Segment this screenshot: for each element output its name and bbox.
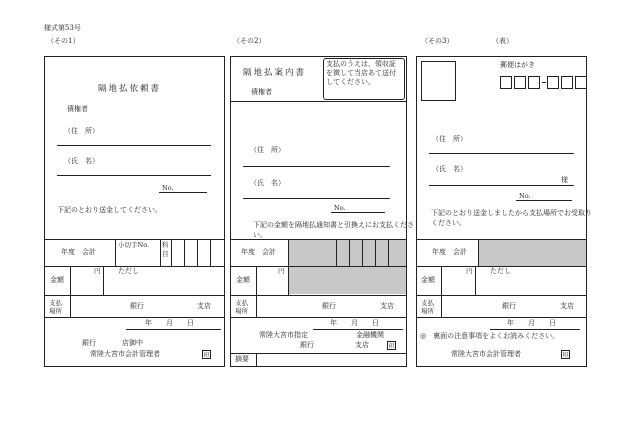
panel1-check-no: 小切手No. xyxy=(118,241,150,249)
panel2-address-label: （住 所） xyxy=(250,146,285,154)
postal-code-box-3 xyxy=(528,76,540,89)
panel2-branch: 支店 xyxy=(380,302,394,310)
panel2-bank2: 銀行 xyxy=(300,341,314,349)
postal-code-box-2 xyxy=(514,76,526,89)
panel2-no-line xyxy=(331,212,385,213)
postal-code-box-4 xyxy=(547,76,559,89)
panel2-date: 年 月 日 xyxy=(330,319,379,327)
panel3-postcard: 郵便はがき xyxy=(500,61,535,69)
panel3-yen: 円 xyxy=(466,267,473,275)
postal-code-box-1 xyxy=(500,76,512,89)
panel3-address-label: （住 所） xyxy=(432,135,467,143)
panel3-no-line xyxy=(516,200,572,201)
panel1-no-line xyxy=(159,192,207,193)
panel1-branch: 支店 xyxy=(197,302,211,310)
panel2-fiscal-year: 年度 会計 xyxy=(241,248,276,256)
panel1-request-text: 下記のとおり送金してください。 xyxy=(57,206,162,214)
panel1-date-line xyxy=(126,329,221,330)
part3-label: （その3） xyxy=(421,37,454,45)
panel3-address-line xyxy=(429,153,574,154)
panel3-pay-place-label: 支払 場所 xyxy=(421,299,434,315)
panel2-name-label: （氏 名） xyxy=(250,179,285,187)
panel3-name-line xyxy=(429,185,574,186)
panel3-bank: 銀行 xyxy=(502,302,516,310)
front-label: （表） xyxy=(492,37,513,45)
panel3-tadashi: ただし xyxy=(490,267,511,275)
panel2-name-line xyxy=(243,198,390,199)
panel1-name-label: （氏 名） xyxy=(64,157,99,165)
panel1-pay-place-label: 支払 場所 xyxy=(49,299,62,315)
postal-code-box-5 xyxy=(561,76,573,89)
stamp-box xyxy=(421,61,456,101)
panel2-seal: 印 xyxy=(388,343,395,350)
part1-label: （その1） xyxy=(47,37,80,45)
panel1-address-line xyxy=(57,145,211,146)
panel2-title: 隔地払案内書 xyxy=(243,68,307,78)
panel1-bank: 銀行 xyxy=(130,302,144,310)
postal-code-dash xyxy=(542,82,546,83)
panel2-note-box: 支払のうえは，領収証を徴して当店あて送付してください。 xyxy=(323,58,405,100)
panel1-seal: 印 xyxy=(203,352,210,359)
panel1-date: 年 月 日 xyxy=(145,319,194,327)
panel1-no: No. xyxy=(162,184,174,192)
panel3-notice: ◎ 裏面の注意事項をよくお読みください。 xyxy=(420,332,560,340)
panel3-no: No. xyxy=(519,192,531,200)
panel1-title: 隔地払依頼書 xyxy=(98,84,162,94)
part2-label: （その2） xyxy=(233,37,266,45)
panel3-branch: 支店 xyxy=(560,302,574,310)
panel2-branch2: 支店 xyxy=(355,341,369,349)
panel2-financial: 金融機関 xyxy=(356,331,384,339)
panel3-date-line xyxy=(490,329,580,330)
panel3-name-label: （氏 名） xyxy=(432,165,467,173)
panel3-manager: 常陸大宮市会計管理者 xyxy=(451,350,521,358)
panel1-ka: 科 xyxy=(162,241,169,249)
panel3-amount-label: 金額 xyxy=(421,276,435,284)
panel3-seal: 印 xyxy=(562,352,569,359)
panel3-sama: 様 xyxy=(561,176,568,184)
panel2-no: No. xyxy=(334,204,346,212)
panel3-date: 年 月 日 xyxy=(507,319,556,327)
panel2-summary: 摘要 xyxy=(235,355,249,363)
form-number: 様式第53号 xyxy=(44,24,81,32)
panel1-amount-label: 金額 xyxy=(50,276,64,284)
panel3-fiscal-year: 年度 会計 xyxy=(432,248,467,256)
panel1-name-line xyxy=(57,175,211,176)
panel1-address-label: （住 所） xyxy=(64,127,99,135)
panel1-creditor: 債権者 xyxy=(67,105,88,113)
postal-code-box-6 xyxy=(575,76,587,89)
panel1-branch-chu: 店御中 xyxy=(122,339,143,347)
panel1-manager: 常陸大宮市会計管理者 xyxy=(90,350,160,358)
panel2-bank: 銀行 xyxy=(322,302,336,310)
panel2-date-line xyxy=(313,329,403,330)
panel2-gray-band-2 xyxy=(289,267,406,294)
panel1-yen: 円 xyxy=(94,267,101,275)
panel2-address-line xyxy=(243,166,390,167)
panel1-fiscal-year: 年度 会計 xyxy=(61,248,96,256)
panel2-text-1: 下記の金額を隔地払通知書と引換えにお支払ください。 xyxy=(253,221,414,239)
panel3-gray-band xyxy=(479,240,586,266)
panel2-yen: 円 xyxy=(278,267,285,275)
panel1-tadashi: ただし xyxy=(118,267,139,275)
panel2-designated: 常陸大宮市指定 xyxy=(259,331,308,339)
panel2-creditor: 債権者 xyxy=(251,88,272,96)
panel2-pay-place-label: 支払 場所 xyxy=(235,299,248,315)
panel1-bank2: 銀行 xyxy=(82,339,96,347)
panel1-moku: 目 xyxy=(162,250,169,258)
panel3-text-1: 下記のとおり送金しましたから支払場所でお受取りください。 xyxy=(431,209,592,227)
panel2-amount-label: 金額 xyxy=(236,276,250,284)
